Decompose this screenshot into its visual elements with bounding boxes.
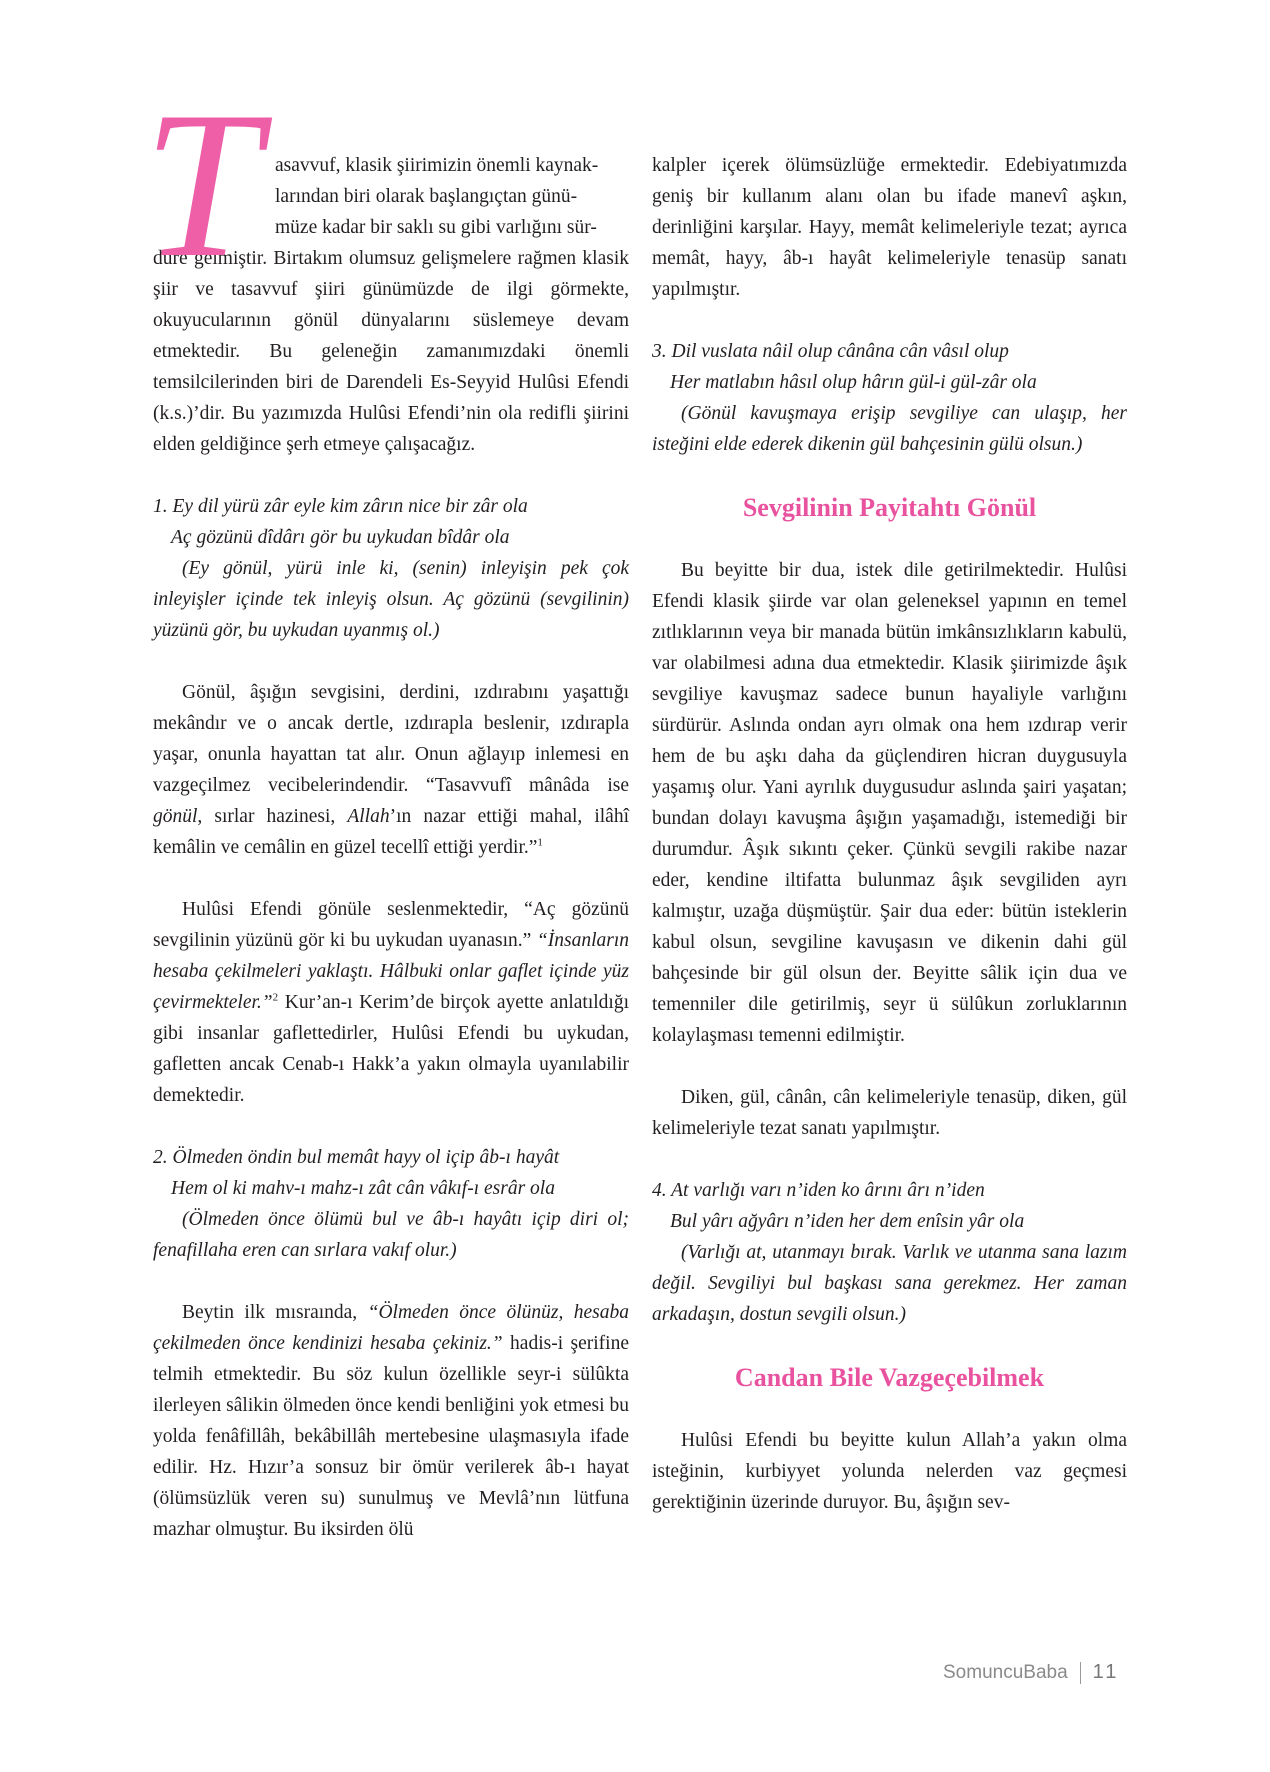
drop-cap: T bbox=[143, 69, 260, 301]
footnote-mark: 1 bbox=[537, 836, 543, 849]
section-heading: Candan Bile Vazgeçebilmek bbox=[734, 1363, 1045, 1392]
paragraph-5: Bu beyitte bir dua, istek dile getirilmektedir. Hulûsi Efendi klasik şiirde var olan geleneksel yapının en temel zıtlıklarının veya bir manada bütün imkânsızlıkların kabulü, var olabilmesi adına dua etmektedir. Klasik şiirimizde âşık sevgiliye kavuşmaz sadece bunun hayaliyle varlığını sürdürür. Aslında ondan ayrı olmak ona hem ızdırap verir hem de bu aşkı daha da güçlendiren hicran duygusuyla yaşamış olur. Yani ayrılık duygusudur aslında şairi yaşatan; bundan dolayı kavuşma âşığın yaşamadığı, istemediği bir durumdur. Âşık sıkıntı çeker. Çünkü sevgili rakibe nazar eder, kendine iltifatta bulunmaz âşık sevgiliden ayrı kalmıştır, uzağa düşmüştür. Şair dua eder: bütün isteklerin kabul olsun, sevgiline kavuşasın ve dikenin dahi gül bahçesinde bir gül olsun der. Beyitte sâlik için dua ve temenniler dile getirilmiş, seyr ü sülûkun zorluklarının kolaylaşması temenni edilmiştir. bbox=[652, 560, 1127, 1046]
paragraph-2: Gönül, âşığın sevgisini, derdini, ızdırabını yaşattığı mekândır ve o ancak dertle, ızdırapla beslenir, ızdırapla yaşar, onunla hayattan tat alır. Onun ağlayıp inlemesi en vazgeçilmez vecibelerindendir. “Tasavvufî mânâda ise gönül, sırlar hazinesi, Allah’ın nazar ettiği mahal, ilâhî kemâlin ve cemâlin en güzel tecellî ettiği yerdir.”$^1$ bbox=[153, 682, 629, 858]
paragraph-continued: kalpler içerek ölümsüzlüğe ermektedir. Edebiyatımızda geniş bir kullanım alanı olan bu ifade manevî aşkın, derinliğini karşılar. Hayy, memât kelimeleriyle tezat; ayrıca memât, hayy, âb-ı hayât kelimeleriyle tenasüp sanatı yapılmıştır. bbox=[652, 155, 1127, 300]
verse-1 bbox=[153, 491, 629, 553]
verse-line: Aç gözünü dîdârı gör bu uykudan bîdâr ola bbox=[171, 527, 510, 548]
page-footer bbox=[943, 1661, 1119, 1684]
footer-divider bbox=[1080, 1662, 1081, 1684]
section-heading: Sevgilinin Payitahtı Gönül bbox=[742, 493, 1037, 522]
magazine-brand: SomuncuBaba bbox=[943, 1661, 1068, 1683]
verse-line: Bul yârı ağyârı n’iden her dem enîsin yâr ola bbox=[670, 1211, 1025, 1232]
intro-paragraph: düre gelmiştir. Birtakım olumsuz gelişmelere rağmen klasik şiir ve tasavvuf şiiri günümüzde de ilgi görmekte, okuyucularının gönül dünyalarını süslemeye devam etmektedir. Bu geleneğin zamanımızdaki önemli temsilcilerinden biri de Darendeli Es-Seyyid Hulûsi Efendi (k.s.)’dir. Bu yazımızda Hulûsi Efendi’nin ola redifli şiirini elden geldiğince şerh etmeye çalışacağız. bbox=[153, 248, 629, 455]
paragraph-3: Hulûsi Efendi gönüle seslenmektedir, “Aç gözünü sevgilinin yüzünü gör ki bu uykudan uyanasın.” “İnsanların hesaba çekilmeleri yaklaştı. Hâlbuki onlar gaflet içinde yüz çevirmekteler.”$^2$ Kur’an-ı Kerim’de birçok ayette anlatıldığı gibi insanlar gaflettedirler, Hulûsi Efendi bu uykudan, gafletten ancak Cenab-ı Hakk’a yakın olmayla uyanılabilir demektedir. bbox=[153, 899, 629, 1106]
verse-line: 2. Ölmeden öndin bul memât hayy ol içip âb-ı hayât bbox=[153, 1147, 560, 1168]
translation-1: (Ey gönül, yürü inle ki, (senin) inleyişin pek çok inleyişler içinde tek inleyiş olsun. Aç gözünü (sevgilinin) yüzünü gör, bu uykudan uyanmış ol.) bbox=[153, 558, 629, 641]
right-column bbox=[652, 150, 1127, 1518]
paragraph-7: Hulûsi Efendi bu beyitte kulun Allah’a yakın olma isteğinin, kurbiyyet yolunda nelerden vaz geçmesi gerektiğinin üzerinde duruyor. Bu, âşığın sev- bbox=[652, 1430, 1127, 1513]
paragraph-6: Diken, gül, cânân, cân kelimeleriyle tenasüp, diken, gül kelimeleriyle tezat sanatı yapılmıştır. bbox=[652, 1087, 1127, 1139]
translation-4: (Varlığı at, utanmayı bırak. Varlık ve utanma sana lazım değil. Sevgiliyi bul başkası sana gerekmez. Her zaman arkadaşın, dostun sevgili olsun.) bbox=[652, 1242, 1127, 1325]
verse-line: 1. Ey dil yürü zâr eyle kim zârın nice bir zâr ola bbox=[153, 496, 528, 517]
paragraph-4: Beytin ilk mısraında, “Ölmeden önce ölünüz, hesaba çekilmeden önce kendinizi hesaba çekiniz.” hadis-i şerifine telmih etmektedir. Bu söz kulun özellikle seyr-i sülûkta ilerleyen sâlikin ölmeden önce kendi benliğini yok etmesi bu yolda fenâfillâh, bekâbillâh mertebesine ulaşmasıyla ifade edilir. Hz. Hızır’a sonsuz bir ömür verilerek âb-ı hayat (ölümsüzlük veren su) sunulmuş ve Mevlâ’nın lütfuna mazhar olmuştur. Bu iksirden ölü bbox=[153, 1302, 629, 1540]
verse-4 bbox=[652, 1175, 1127, 1237]
page-number: 11 bbox=[1092, 1661, 1120, 1683]
verse-2 bbox=[153, 1142, 629, 1204]
footnote-mark: 2 bbox=[272, 991, 279, 1004]
translation-2: (Ölmeden önce ölümü bul ve âb-ı hayâtı içip diri ol; fenafillaha eren can sırlara vakıf olur.) bbox=[153, 1209, 629, 1261]
left-column bbox=[143, 69, 629, 1545]
intro-line: müze kadar bir saklı su gibi varlığını sür- bbox=[275, 217, 597, 238]
intro-block bbox=[143, 69, 629, 460]
verse-line: Hem ol ki mahv-ı mahz-ı zât cân vâkıf-ı esrâr ola bbox=[171, 1178, 555, 1199]
verse-line: Her matlabın hâsıl olup hârın gül-i gül-zâr ola bbox=[670, 372, 1037, 393]
verse-3 bbox=[652, 336, 1127, 398]
verse-line: 3. Dil vuslata nâil olup cânâna cân vâsıl olup bbox=[652, 341, 1009, 362]
intro-line: asavvuf, klasik şiirimizin önemli kaynak- bbox=[275, 155, 599, 176]
verse-line: 4. At varlığı varı n’iden ko ârını ârı n’iden bbox=[652, 1180, 985, 1201]
translation-3: (Gönül kavuşmaya erişip sevgiliye can ulaşıp, her isteğini elde ederek dikenin gül bahçesinin gülü olsun.) bbox=[652, 403, 1127, 455]
intro-line: larından biri olarak başlangıçtan günü- bbox=[275, 186, 578, 207]
